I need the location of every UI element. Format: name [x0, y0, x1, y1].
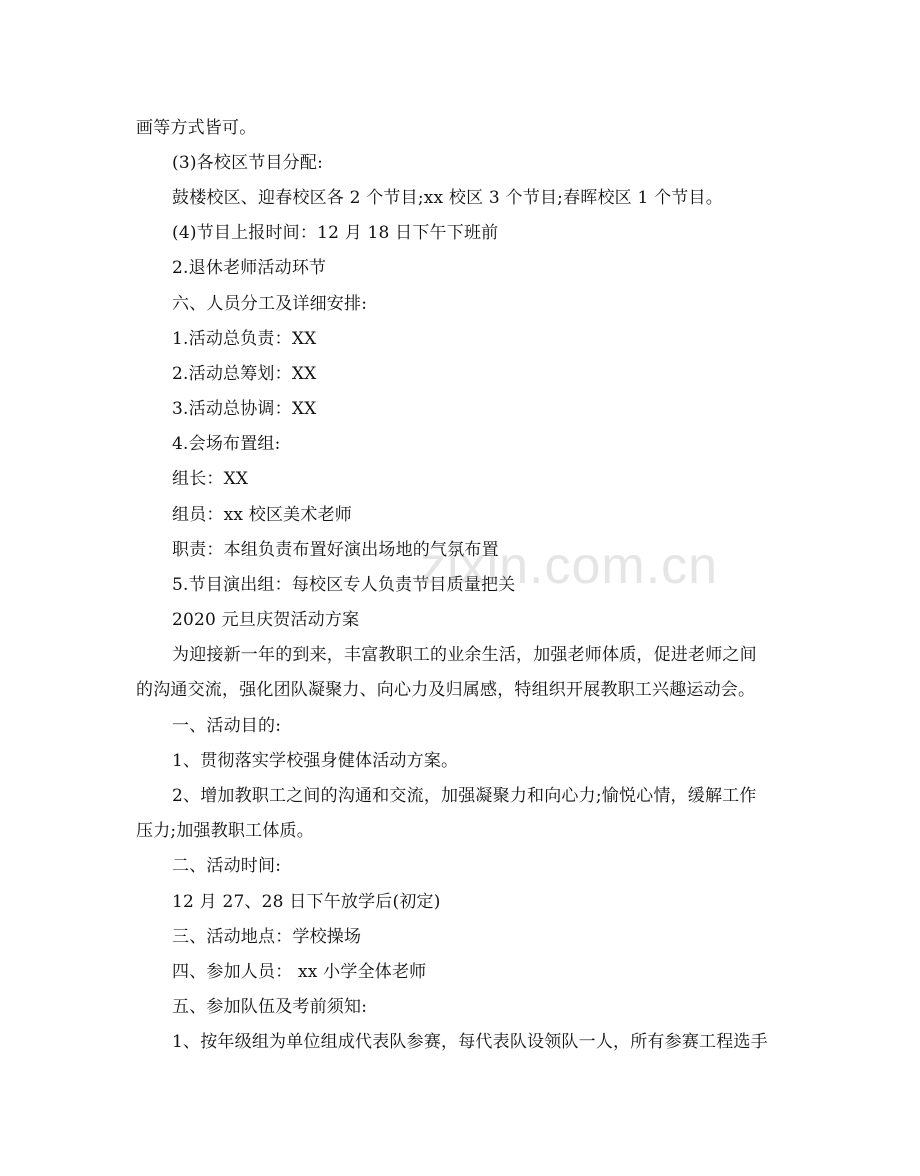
text-line: 鼓楼校区、迎春校区各 2 个节目;xx 校区 3 个节目;春晖校区 1 个节目。 — [172, 188, 723, 208]
paragraph-line: 1、按年级组为单位组成代表队参赛，每代表队设领队一人，所有参赛工程选手 — [172, 1032, 768, 1052]
text-line: 3.活动总协调：XX — [172, 399, 317, 419]
section-heading: 六、人员分工及详细安排: — [172, 294, 368, 314]
section-heading: 二、活动时间: — [172, 856, 282, 876]
text-line: 画等方式皆可。 — [136, 118, 257, 138]
text-line: 5.节目演出组：每校区专人负责节目质量把关 — [172, 575, 516, 595]
text-line: 12 月 27、28 日下午放学后(初定) — [172, 892, 441, 912]
paragraph-line: 的沟通交流，强化团队凝聚力、向心力及归属感，特组织开展教职工兴趣运动会。 — [136, 680, 756, 700]
text-line: 职责：本组负责布置好演出场地的气氛布置 — [172, 540, 499, 560]
document-title: 2020 元旦庆贺活动方案 — [172, 610, 360, 630]
text-line: (3)各校区节目分配: — [172, 153, 324, 173]
text-line: 组员：xx 校区美术老师 — [172, 505, 352, 525]
section-heading: 三、活动地点：学校操场 — [172, 927, 362, 947]
text-line: 组长：XX — [172, 469, 249, 489]
text-line: (4)节目上报时间：12 月 18 日下午下班前 — [172, 223, 499, 243]
text-line: 2.活动总筹划：XX — [172, 364, 317, 384]
text-line: 1、贯彻落实学校强身健体活动方案。 — [172, 751, 459, 771]
section-heading: 四、参加人员： xx 小学全体老师 — [172, 962, 427, 982]
paragraph-line: 为迎接新一年的到来，丰富教职工的业余生活，加强老师体质，促进老师之间 — [172, 645, 757, 665]
text-line: 4.会场布置组: — [172, 434, 281, 454]
section-heading: 五、参加队伍及考前须知: — [172, 997, 368, 1017]
paragraph-line: 压力;加强教职工体质。 — [136, 821, 314, 841]
text-line: 2.退休老师活动环节 — [172, 258, 327, 278]
paragraph-line: 2、增加教职工之间的沟通和交流，加强凝聚力和向心力;愉悦心情，缓解工作 — [172, 786, 757, 806]
section-heading: 一、活动目的: — [172, 716, 282, 736]
watermark: zixin.com.cn — [420, 537, 719, 595]
text-line: 1.活动总负责：XX — [172, 329, 317, 349]
